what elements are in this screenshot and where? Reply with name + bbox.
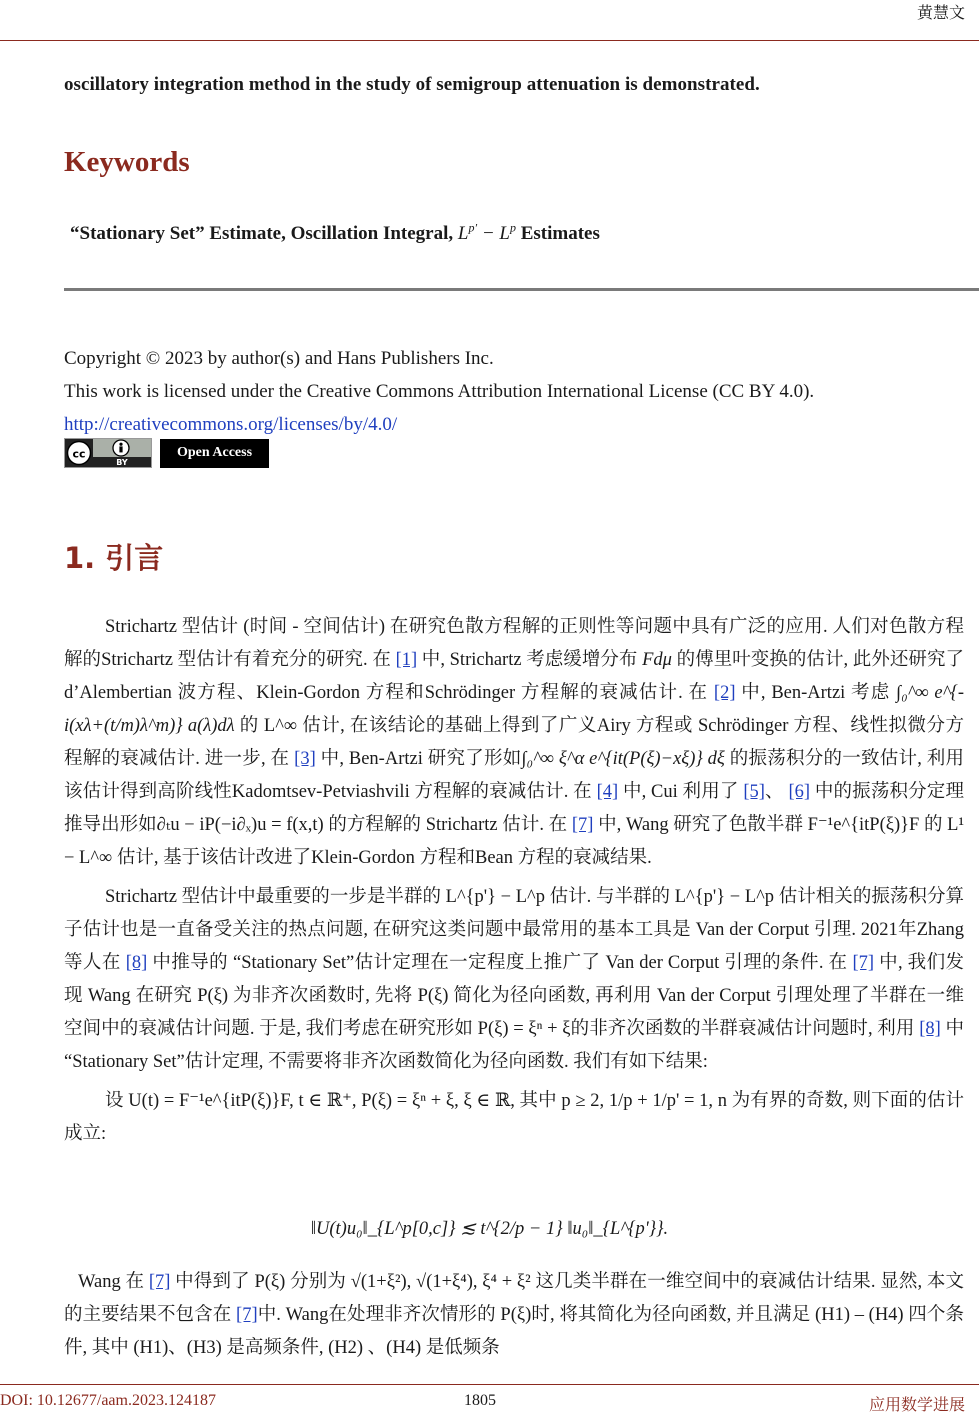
copyright-line: Copyright © 2023 by author(s) and Hans Publishers Inc. <box>64 348 494 369</box>
citation-7[interactable]: [7] <box>852 953 875 973</box>
p1-text: 中, Wang 研究了色散半群 F⁻¹e^{itP(ξ)}F 的 L¹ − L^∞ 估计, 基于该估计改进了Klein-Gordon 方程和Bean 方程的衰减结果. <box>64 815 965 868</box>
citation-3[interactable]: [3] <box>294 749 316 769</box>
p4-text: 中. Wang在处理非齐次情形的 P(ξ)时, 将其简化为径向函数, 并且满足 (H1) – (H4) 四个条件, 其中 (H1)、(H3) 是高频条件, (H2) 、(H4) 是低频条 <box>64 1305 964 1358</box>
citation-7[interactable]: [7] <box>148 1272 171 1292</box>
keywords-math: $L^{p'} - L^p$ <box>457 220 516 244</box>
cc-by-badge[interactable] <box>64 438 152 468</box>
p1-text: Strichartz 型估计 (时间 - 空间估计) 在研究色散方程解的正则性等问题中具有广泛的应用. 人们对色散方程解的Strichartz 型估计有着充分的研究. 在 <box>64 617 964 670</box>
math-integral-1: ∫₀^∞ e^{-i(xλ+(t/m)λ^m)} a(λ)dλ <box>64 683 964 736</box>
math-integral-2: ∫₀^∞ ξ^α e^{it(P(ξ)−xξ)} dξ <box>521 749 725 769</box>
open-access-badge[interactable]: Open Access <box>160 439 269 468</box>
footer-doi: DOI: 10.12677/aam.2023.124187 <box>0 1392 216 1409</box>
svg-text:cc: cc <box>72 447 86 461</box>
main-estimate-formula: ‖U(t)u₀‖_{L^p[0,c]} ≲ t^{2/p − 1} ‖u₀‖_{L^{p'}}. <box>310 1219 669 1239</box>
citation-2[interactable]: [2] <box>713 683 736 703</box>
keywords-text-after: Estimates <box>520 223 600 244</box>
citation-7[interactable]: [7] <box>571 815 594 835</box>
license-line: This work is licensed under the Creative Commons Attribution International License (CC BY 4.0). <box>64 381 815 402</box>
paragraph-1 <box>64 611 964 875</box>
paragraph-4 <box>64 1266 964 1365</box>
abstract-tail: oscillatory integration method in the study of semigroup attenuation is demonstrated. <box>64 74 760 95</box>
keywords-text <box>70 220 600 245</box>
keywords-heading: Keywords <box>64 146 190 178</box>
citation-1[interactable]: [1] <box>395 650 418 670</box>
p2-text: 中, 我们发现 Wang 在研究 P(ξ) 为非齐次函数时, 先将 P(ξ) 简化为径向函数, 再利用 Van der Corput 引理处理了半群在一维空间中的衰减估计问题. 于是, 我们考虑在研究形如 P(ξ) = ξⁿ + ξ的非齐次函数的半群衰减估计问题时, 利用 <box>64 953 964 1039</box>
p1-text: 中, Strichartz 考虑缓增分布 <box>417 650 643 670</box>
license-url-link[interactable]: http://creativecommons.org/licenses/by/4.0/ <box>64 414 398 435</box>
footer-rule <box>0 1384 979 1385</box>
p1-text: 中, Cui 利用了 <box>618 782 744 802</box>
p1-text: 中, Ben-Artzi 考虑 <box>735 683 897 703</box>
p2-text: 中推导的 “Stationary Set”估计定理在一定程度上推广了 Van der Corput 引理的条件. 在 <box>147 953 853 973</box>
p1-text: 的傅里叶变换的估计, 此外还研究了 d’Alembertian 波方程、Klein-Gordon 方程和Schrödinger 方程解的衰减估计. 在 <box>64 650 964 703</box>
p4-text: Wang 在 <box>78 1272 149 1292</box>
intro-body-continued <box>64 1266 964 1365</box>
footer-page-number: 1805 <box>464 1392 496 1409</box>
cc-by-icon <box>65 439 151 467</box>
p1-text: 中, Ben-Artzi 研究了形如 <box>315 749 522 769</box>
citation-8[interactable]: [8] <box>919 1019 941 1039</box>
cc-by-text: BY <box>116 458 128 467</box>
footer-journal: 应用数学进展 <box>868 1397 965 1414</box>
header-rule <box>0 40 979 41</box>
intro-body <box>64 611 964 1151</box>
p2-text: 中 “Stationary Set”估计定理, 不需要将非齐次函数简化为径向函数. 我们有如下结果: <box>64 1019 964 1072</box>
paragraph-2 <box>64 881 964 1079</box>
math-inline: Fdμ <box>642 650 672 670</box>
citation-5[interactable]: [5] <box>743 782 765 802</box>
citation-7[interactable]: [7] <box>236 1305 258 1325</box>
p2-text: Strichartz 型估计中最重要的一步是半群的 L^{p'} − L^p 估计. 与半群的 L^{p'} − L^p 估计相关的振荡积分算子估计也是一直备受关注的热点问题, 在研究这类问题中最常用的基本工具是 Van der Corput 引理. 2021年Zhang 等人在 <box>64 887 964 973</box>
keywords-rule <box>64 288 979 291</box>
p1-text: 、 <box>764 782 789 802</box>
section-heading: 1. 引言 <box>64 541 164 575</box>
header-author: 黄慧文 <box>916 5 965 22</box>
p1-text: 的振荡积分的一致估计, 利用该估计得到高阶线性Kadomtsev-Petviashvili 方程解的衰减估计. 在 <box>64 749 964 802</box>
keywords-text-before: “Stationary Set” Estimate, Oscillation Integral, <box>70 223 454 244</box>
citation-8[interactable]: [8] <box>125 953 148 973</box>
p1-text: 的 L^∞ 估计, 在该结论的基础上得到了广义Airy 方程或 Schrödinger 方程、线性拟微分方程解的衰减估计. 进一步, 在 <box>64 716 964 769</box>
citation-6[interactable]: [6] <box>788 782 811 802</box>
citation-4[interactable]: [4] <box>596 782 619 802</box>
p4-text: 中得到了 P(ξ) 分别为 √(1+ξ²), √(1+ξ⁴), ξ⁴ + ξ² 这几类半群在一维空间中的衰减估计结果. 显然, 本文的主要结果不包含在 <box>64 1272 964 1325</box>
p1-text: 中的振荡积分定理推导出形如∂ₜu − iP(−i∂ₓ)u = f(x,t) 的方程解的 Strichartz 估计. 在 <box>64 782 964 835</box>
paragraph-3: 设 U(t) = F⁻¹e^{itP(ξ)}F, t ∈ ℝ⁺, P(ξ) = ξⁿ + ξ, ξ ∈ ℝ, 其中 p ≥ 2, 1/p + 1/p' = 1, n 为有界的奇数, 则下面的估计成立: <box>64 1091 964 1144</box>
